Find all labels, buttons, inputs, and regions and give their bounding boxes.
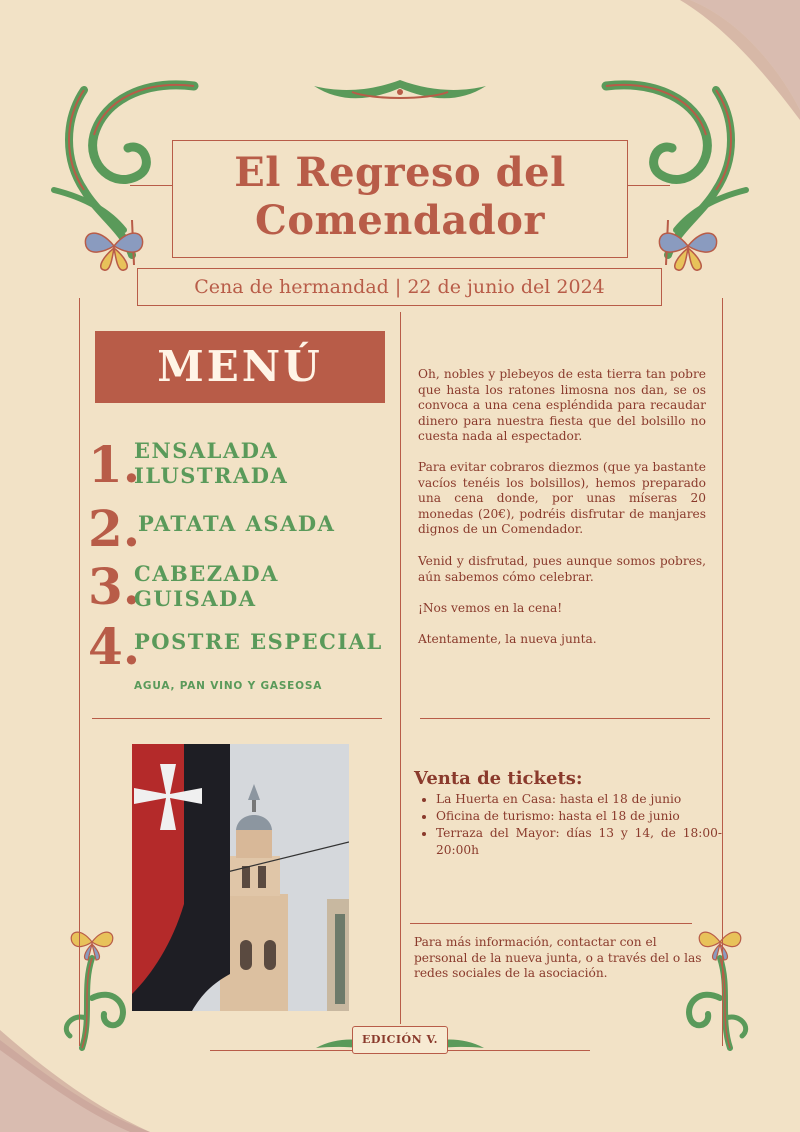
menu-item-name: CABEZADA — [134, 561, 279, 586]
menu-item-number: 3. — [88, 557, 141, 616]
edition-badge — [352, 1026, 448, 1054]
menu-item-name: GUISADA — [134, 586, 257, 611]
photo-tower-with-flag — [132, 744, 349, 1011]
menu-item-name: PATATA ASADA — [138, 511, 336, 536]
ticket-location: • Oficina de turismo: hasta el 18 de junio — [436, 808, 722, 825]
frame-left — [79, 298, 80, 1046]
letter-paragraph: Para evitar cobraros diezmos (que ya bastante vacíos tenéis los bolsillos), hemos preparado una cena donde, por unas míseras 20 monedas (20€), podréis disfrutar de manjares dignos de un Comendador. — [418, 460, 706, 536]
menu-banner — [95, 331, 385, 403]
menu-divider — [92, 718, 382, 719]
ticket-location: • La Huerta en Casa: hasta el 18 de junio — [436, 791, 722, 808]
menu-extras: AGUA, PAN VINO Y GASEOSA — [134, 680, 323, 692]
subtitle-box — [137, 268, 662, 306]
butterfly-icon-top-right — [652, 222, 724, 274]
title-rule-right — [628, 185, 670, 186]
menu-title: MENÚ — [157, 342, 323, 391]
edition-label: EDICIÓN V. — [362, 1033, 438, 1046]
top-vine-ornament — [312, 78, 488, 104]
menu-item-number: 1. — [88, 435, 141, 494]
ticket-location: • Terraza del Mayor: días 13 y 14, de 18:00-20:00h — [436, 825, 722, 859]
letter-signoff: Atentamente, la nueva junta. — [418, 632, 597, 646]
menu-item-number: 2. — [88, 499, 141, 558]
title-rule-left — [130, 185, 172, 186]
menu-item-number: 4. — [88, 617, 141, 676]
tickets-list — [420, 791, 722, 859]
menu-item-name: POSTRE ESPECIAL — [134, 629, 383, 654]
page-title-line1: El Regreso del — [234, 149, 566, 196]
contact-info: Para más información, contactar con el personal de la nueva junta, o a través del o las redes sociales de la asociación. — [414, 935, 702, 980]
menu-item-name: ENSALADA — [134, 438, 279, 463]
column-divider — [400, 312, 401, 1024]
butterfly-icon-top-left — [78, 222, 150, 274]
letter-divider — [420, 718, 710, 719]
letter-paragraph: ¡Nos vemos en la cena! — [418, 601, 563, 615]
frame-right — [722, 298, 723, 1046]
menu-item-name: ILUSTRADA — [134, 463, 289, 488]
tickets-divider — [410, 923, 692, 924]
title-box — [172, 140, 628, 258]
page-subtitle: Cena de hermandad | 22 de junio del 2024 — [194, 276, 605, 298]
letter-paragraph: Oh, nobles y plebeyos de esta tierra tan pobre que hasta los ratones limosna nos dan, se os convoca a una cena espléndida para recaudar dinero para nuestra fiesta que del bolsillo no cuesta nada al espectador. — [418, 367, 706, 443]
letter-paragraph: Venid y disfrutad, pues aunque somos pobres, aún sabemos cómo celebrar. — [418, 554, 706, 584]
page-title-line2: Comendador — [255, 197, 545, 244]
tickets-title: Venta de tickets: — [414, 768, 583, 789]
